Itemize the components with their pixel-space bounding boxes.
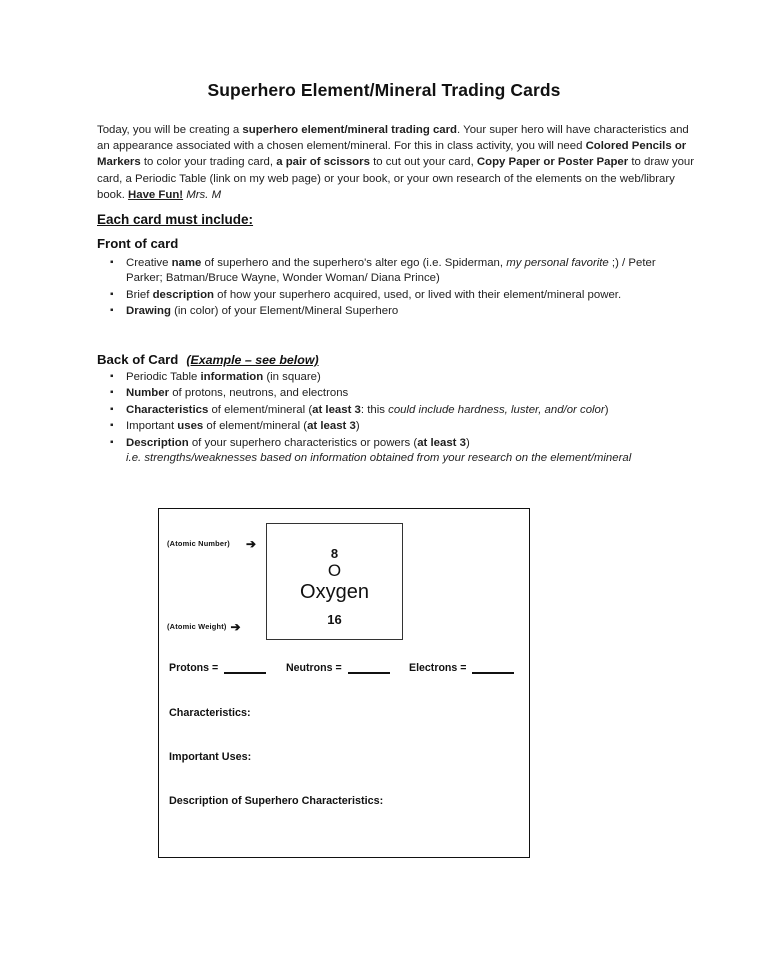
bullet-icon: ▪ xyxy=(110,403,114,415)
bullet-icon: ▪ xyxy=(110,436,114,448)
bullet-text-mid: (in square) xyxy=(263,371,321,383)
element-name: Oxygen xyxy=(300,581,369,603)
heading-each-card-must-include: Each card must include: xyxy=(97,212,254,227)
heading-back-of-card xyxy=(97,352,319,367)
neutrons-field xyxy=(286,661,390,674)
heading-back-of-card-label: Back of Card xyxy=(97,352,179,367)
list-item xyxy=(104,386,694,401)
bullet-bold: name xyxy=(171,257,202,269)
callout-atomic-number xyxy=(167,536,257,551)
bullet-text-pre: Creative xyxy=(126,257,172,269)
list-item xyxy=(104,419,694,434)
bullet-text-mid: of element/mineral ( xyxy=(203,420,308,433)
bullet-text-mid: (in color) of your Element/Mineral Superhero xyxy=(170,305,399,318)
bullet-bold: Drawing xyxy=(126,305,171,318)
intro-text-1: Today, you will be creating a xyxy=(97,124,243,136)
element-symbol: O xyxy=(327,561,342,580)
bullet-bold-2: at least 3 xyxy=(312,403,361,416)
electrons-label: Electrons = xyxy=(409,662,467,674)
protons-label: Protons = xyxy=(169,662,219,674)
list-item xyxy=(104,370,694,385)
heading-back-of-card-note: (Example – see below) xyxy=(186,353,319,367)
callout-atomic-number-label: (Atomic Number) xyxy=(167,539,230,548)
bullet-icon: ▪ xyxy=(110,387,114,399)
bullet-bold: description xyxy=(152,288,214,301)
list-item xyxy=(104,256,694,287)
list-item xyxy=(104,436,694,467)
neutrons-blank[interactable] xyxy=(348,661,390,674)
bullet-text-post: ;) / Peter Parker; Batman/Bruce Wayne, Wonder Woman/ Diana Prince) xyxy=(126,257,656,285)
intro-text-5: to draw your card, a Periodic Table (link on my web page) or your book, or your own research of the elements on the web/library book. xyxy=(97,156,695,201)
bullet-bold: Characteristics xyxy=(126,403,209,416)
bullet-text-mid: of your superhero characteristics or powers ( xyxy=(188,436,418,449)
protons-field xyxy=(169,661,266,674)
intro-have-fun: Have Fun! xyxy=(128,188,184,201)
bullet-text-pre: Brief xyxy=(126,288,153,301)
bullet-text-post: ) xyxy=(355,420,360,433)
electrons-field xyxy=(409,661,514,674)
bullet-icon: ▪ xyxy=(110,305,114,317)
intro-signature: Mrs. M xyxy=(186,188,222,201)
arrow-right-icon: ➔ xyxy=(230,619,241,634)
bullet-text-post: ) xyxy=(465,436,470,449)
list-item xyxy=(104,288,694,303)
back-of-card-bullet-list xyxy=(104,370,694,467)
bullet-text-post: : this xyxy=(360,403,389,416)
bullet-bold: information xyxy=(200,371,264,383)
front-of-card-bullet-list xyxy=(104,256,694,321)
intro-bold-colored-pencils: Colored Pencils or Markers xyxy=(97,140,687,169)
intro-text-2: . Your super hero will have characteristics and an appearance associated with a chosen element/mineral. For this in class activity, you will need xyxy=(97,124,689,153)
electrons-blank[interactable] xyxy=(472,661,514,674)
intro-text-4: to cut out your card, xyxy=(369,156,477,169)
bullet-icon: ▪ xyxy=(110,288,114,300)
intro-bold-scissors: a pair of scissors xyxy=(276,156,370,169)
periodic-element-square xyxy=(266,523,403,640)
bullet-italic: my personal favorite xyxy=(506,257,609,269)
bullet-italic: could include hardness, luster, and/or color xyxy=(388,403,605,416)
element-atomic-number: 8 xyxy=(330,546,339,561)
neutrons-label: Neutrons = xyxy=(286,662,342,674)
callout-atomic-weight-label: (Atomic Weight) xyxy=(167,622,227,631)
card-field-characteristics: Characteristics: xyxy=(169,707,251,719)
callout-atomic-weight xyxy=(167,619,241,634)
heading-front-of-card: Front of card xyxy=(97,236,179,251)
bullet-icon: ▪ xyxy=(110,420,114,432)
bullet-text-pre: Important xyxy=(126,420,178,433)
intro-bold-copy-paper: Copy Paper or Poster Paper xyxy=(476,156,629,169)
page-title: Superhero Element/Mineral Trading Cards xyxy=(207,80,561,100)
bullet-bold: Description xyxy=(126,436,189,449)
bullet-text-mid: of superhero and the superhero's alter ego (i.e. Spiderman, xyxy=(201,257,507,269)
intro-paragraph xyxy=(97,122,697,203)
card-field-important-uses: Important Uses: xyxy=(169,751,252,763)
bullet-bold-2: at least 3 xyxy=(307,420,356,433)
intro-text-3: to color your trading card, xyxy=(140,156,277,169)
intro-bold-trading-card: superhero element/mineral trading card xyxy=(242,124,458,136)
list-item xyxy=(104,403,694,418)
bullet-icon: ▪ xyxy=(110,371,114,382)
list-item xyxy=(104,304,694,319)
bullet-italic: i.e. strengths/weaknesses based on information obtained from your research on the element/mineral xyxy=(126,452,632,465)
bullet-bold: Number xyxy=(126,387,170,400)
protons-blank[interactable] xyxy=(224,661,266,674)
arrow-right-icon: ➔ xyxy=(245,536,257,551)
card-field-description: Description of Superhero Characteristics: xyxy=(169,795,384,807)
bullet-text-pre: Periodic Table xyxy=(126,371,201,383)
bullet-text-mid: of how your superhero acquired, used, or lived with their element/mineral power. xyxy=(214,288,622,301)
element-atomic-weight: 16 xyxy=(327,612,342,627)
bullet-text-mid: of element/mineral ( xyxy=(208,403,313,416)
example-card-diagram xyxy=(158,508,530,858)
bullet-icon: ▪ xyxy=(110,257,114,268)
bullet-text-tail: ) xyxy=(604,403,609,416)
bullet-text-mid: of protons, neutrons, and electrons xyxy=(169,387,349,400)
bullet-bold: uses xyxy=(177,420,204,433)
bullet-bold-2: at least 3 xyxy=(417,436,466,449)
